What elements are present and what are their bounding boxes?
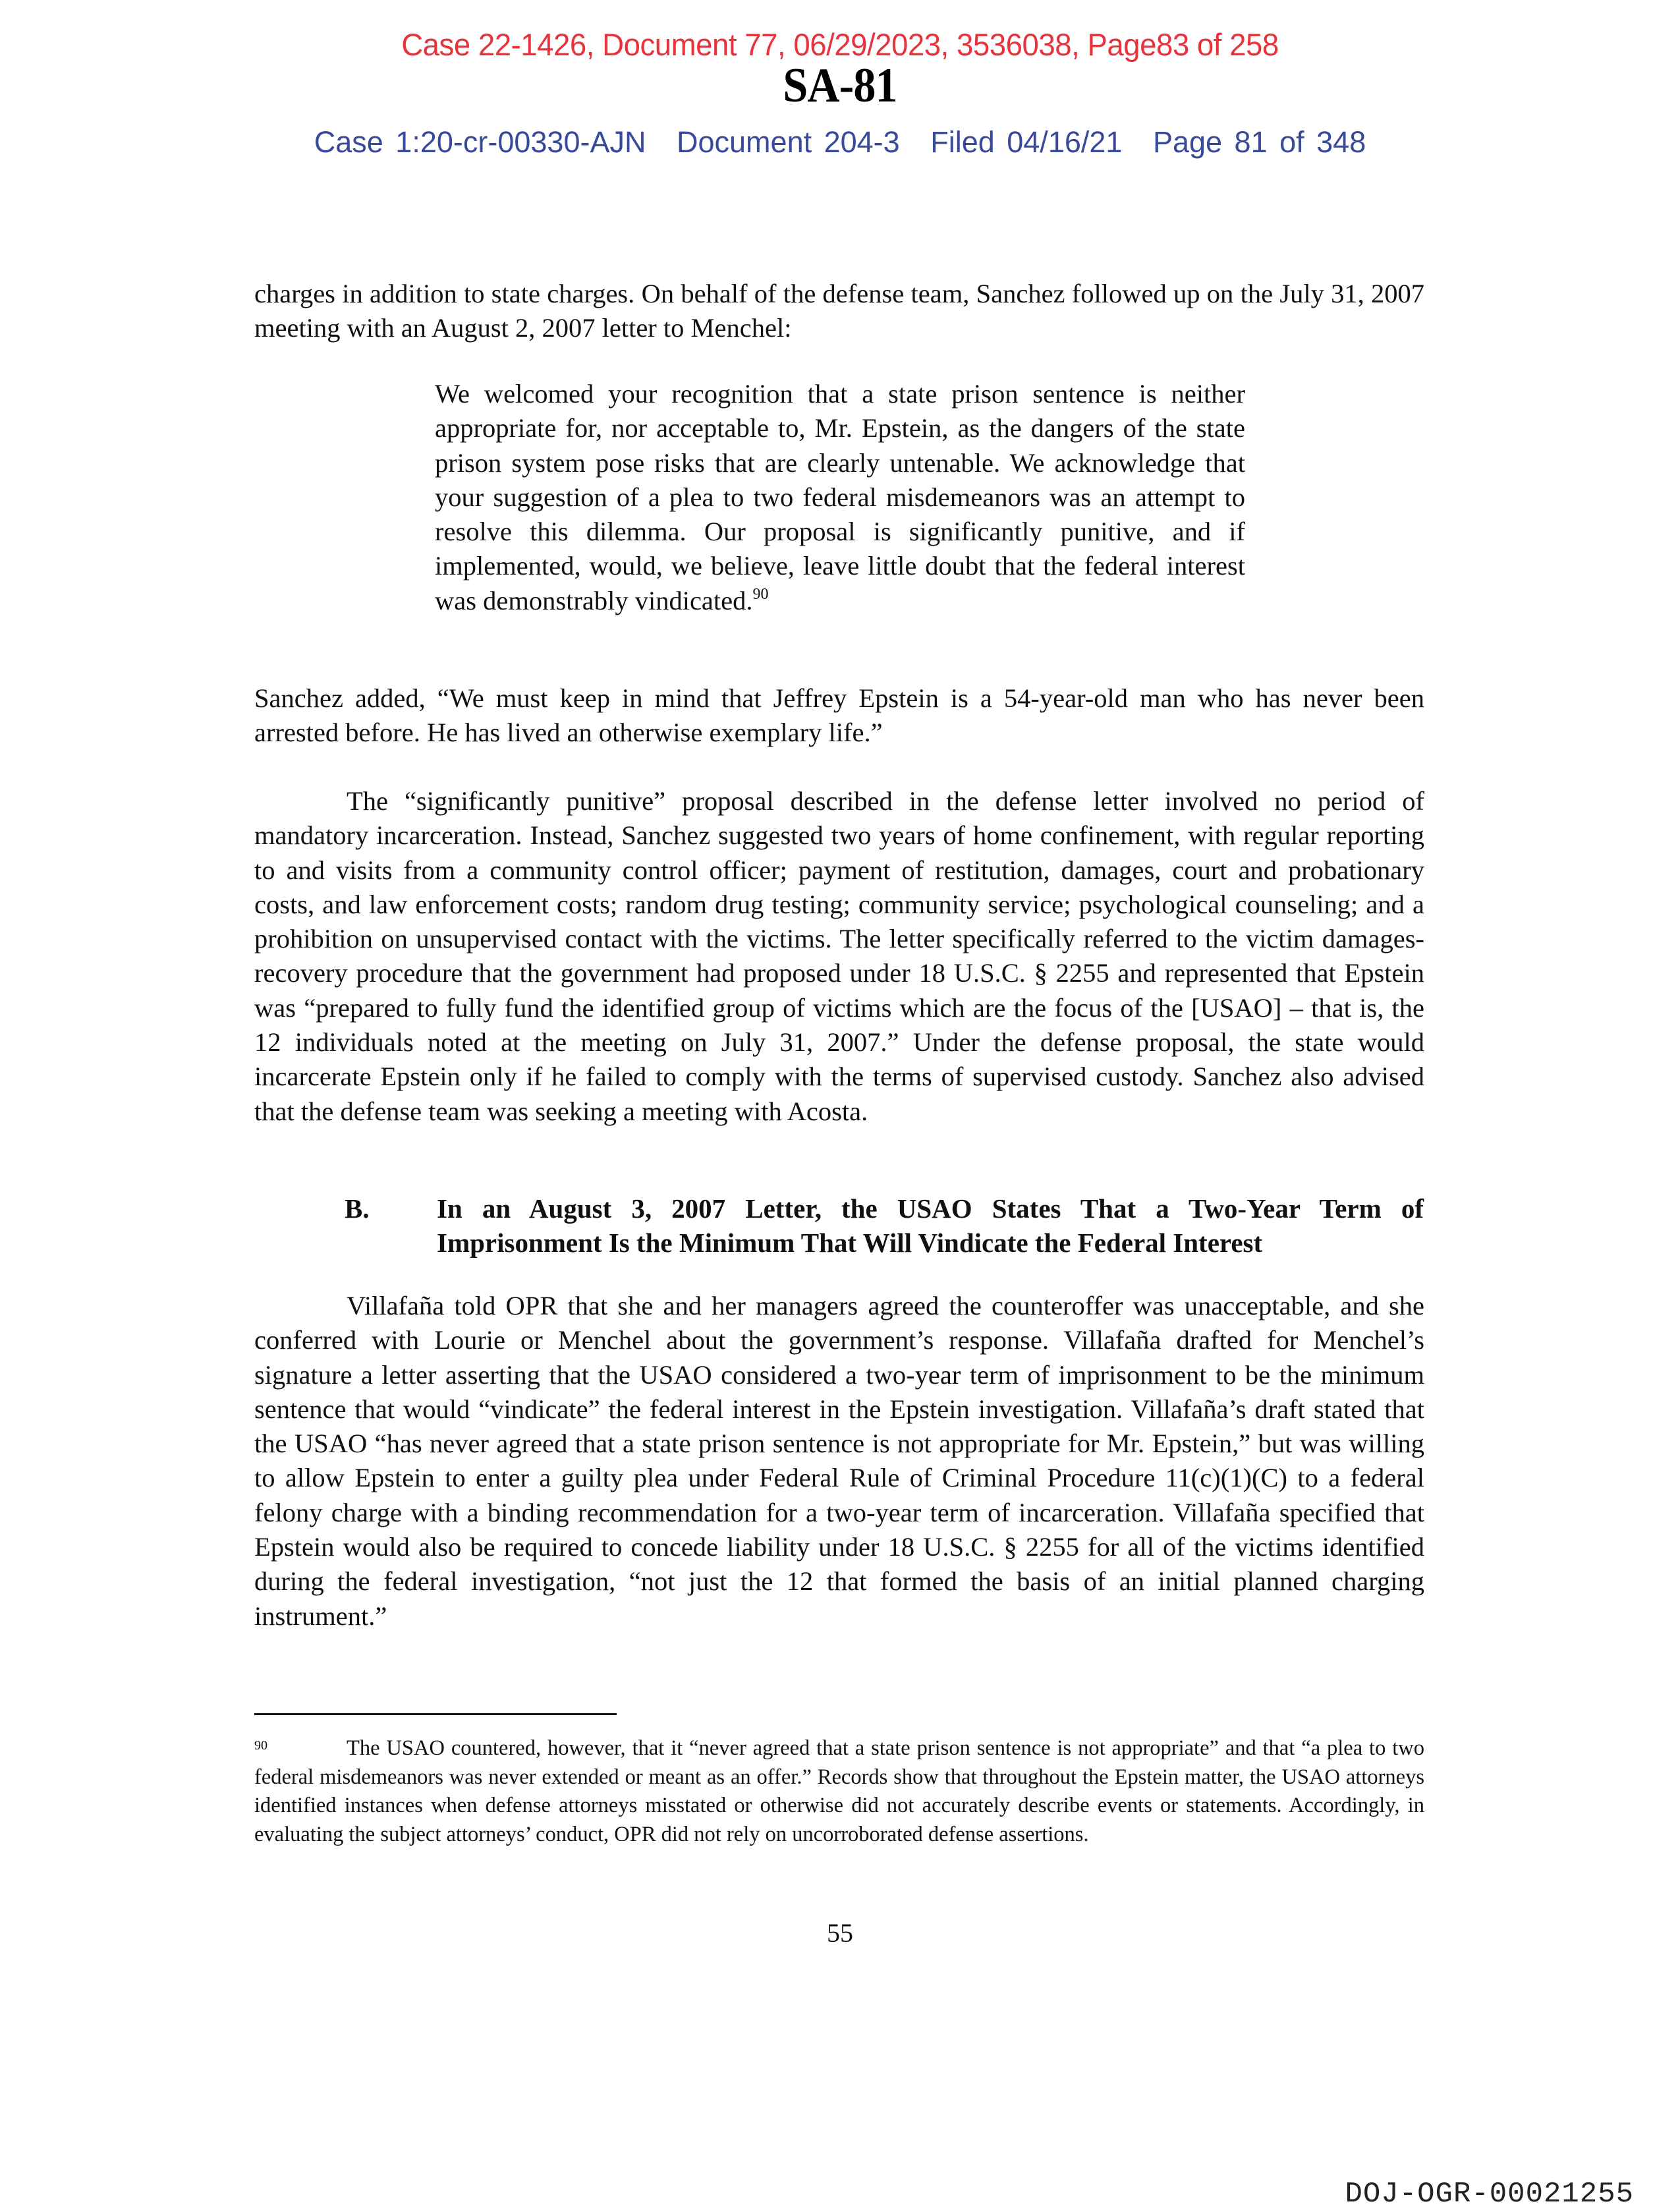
page-number: 55 bbox=[827, 1918, 853, 1948]
bates-number: DOJ-OGR-00021255 bbox=[1345, 2178, 1634, 2211]
section-heading bbox=[345, 1191, 1425, 1264]
footnote-text: The USAO countered, however, that it “never agreed that a state prison sentence is not appropriate” and that “a plea to two federal misdemeanors was never extended or meant as an offer.” Records show that throughout the Epstein matter, the USAO attorneys identified instances when defense attorneys misstated or otherwise did not accurately describe events or statements. Accordingly, in evaluating the subject attorneys’ conduct, OPR did not rely on uncorroborated defense assertions. bbox=[254, 1736, 1424, 1846]
appellate-case-stamp: Case 22-1426, Document 77, 06/29/2023, 3536038, Page83 of 258 bbox=[401, 27, 1279, 62]
district-case-number: Case 1:20-cr-00330-AJN bbox=[314, 125, 646, 159]
section-heading-text: In an August 3, 2007 Letter, the USAO States That a Two-Year Term of Imprisonment Is the Minimum That Will Vindicate the Federal Interest bbox=[437, 1193, 1424, 1258]
paragraph-sanchez-added: Sanchez added, “We must keep in mind that Jeffrey Epstein is a 54-year-old man who has never been arrested before. He has lived an otherwise exemplary life.” bbox=[254, 683, 1424, 748]
paragraph-proposal: The “significantly punitive” proposal described in the defense letter involved no period of mandatory incarceration. Instead, Sanchez suggested two years of home confinement, with regular reporting to and visits from a community control officer; payment of restitution, damages, court and probationary costs, and law enforcement costs; random drug testing; community service; psychological counseling; and a prohibition on unsupervised contact with the victims. The letter specifically referred to the victim damages-recovery procedure that the government had proposed under 18 U.S.C. § 2255 and represented that Epstein was “prepared to fully fund the identified group of victims which are the focus of the [USAO] – that is, the 12 individuals noted at the meeting on July 31, 2007.” Under the defense proposal, the state would incarcerate Epstein only if he failed to comply with the terms of supervised custody. Sanchez also advised that the defense team was seeking a meeting with Acosta. bbox=[254, 786, 1424, 1126]
block-quote bbox=[435, 377, 1245, 618]
section-heading-letter: B. bbox=[345, 1193, 370, 1224]
district-filed-date: Filed 04/16/21 bbox=[930, 125, 1123, 159]
block-quote-text: We welcomed your recognition that a state prison sentence is neither appropriate for, nor acceptable to, Mr. Epstein, as the dangers of the state prison system pose risks that are clearly untenable. We acknowledge that your suggestion of a plea to two federal misdemeanors was an attempt to resolve this dilemma. Our proposal is significantly punitive, and if implemented, would, we believe, leave little doubt that the federal interest was demonstrably vindicated. bbox=[435, 379, 1245, 615]
district-case-stamp bbox=[0, 125, 1680, 159]
district-page-count: Page 81 of 348 bbox=[1152, 125, 1366, 159]
district-document-number: Document 204-3 bbox=[677, 125, 900, 159]
footnote-reference[interactable]: 90 bbox=[752, 585, 769, 603]
footnote-divider bbox=[254, 1713, 617, 1715]
footnote bbox=[254, 1734, 1424, 1849]
sa-page-label: SA-81 bbox=[783, 59, 897, 113]
footnote-number: 90 bbox=[254, 1738, 267, 1753]
paragraph-villafana: Villafaña told OPR that she and her managers agreed the counteroffer was unacceptable, and she conferred with Lourie or Menchel about the government’s response. Villafaña drafted for Menchel’s signature a letter asserting that the USAO considered a two-year term of imprisonment to be the minimum sentence that would “vindicate” the federal interest in the Epstein investigation. Villafaña’s draft stated that the USAO “has never agreed that a state prison sentence is not appropriate for Mr. Epstein,” but was willing to allow Epstein to enter a guilty plea under Federal Rule of Criminal Procedure 11(c)(1)(C) to a federal felony charge with a binding recommendation for a two-year term of incarceration. Villafaña specified that Epstein would also be required to concede liability under 18 U.S.C. § 2255 for all of the victims identified during the federal investigation, “not just the 12 that formed the basis of an initial planned charging instrument.” bbox=[254, 1291, 1424, 1631]
paragraph-intro: charges in addition to state charges. On behalf of the defense team, Sanchez followed up on the July 31, 2007 meeting with an August 2, 2007 letter to Menchel: bbox=[254, 279, 1424, 343]
